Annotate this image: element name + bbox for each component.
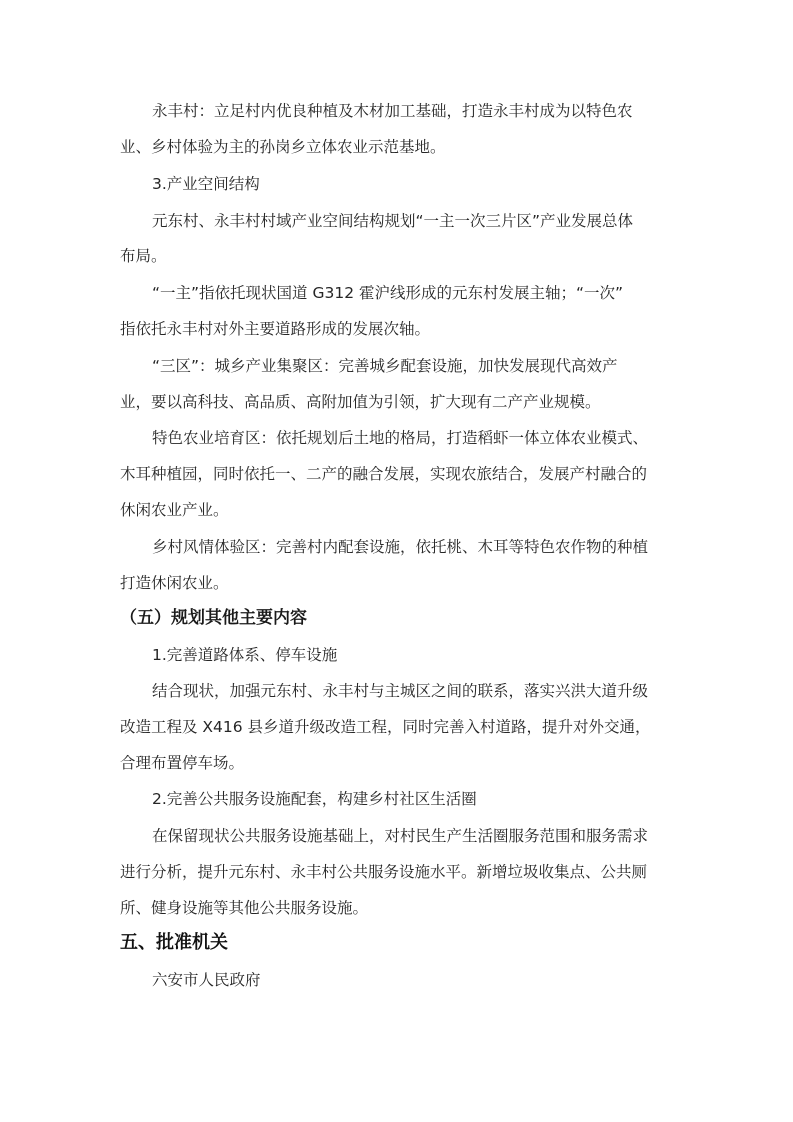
paragraph-line: 特色农业培育区：依托规划后土地的格局，打造稻虾一体立体农业模式、 [152, 429, 649, 447]
paragraph-line: 业，要以高科技、高品质、高附加值为引领，扩大现有二产产业规模。 [120, 393, 601, 411]
paragraph-line: 所、健身设施等其他公共服务设施。 [120, 899, 369, 917]
section-heading: （五）规划其他主要内容 [120, 608, 307, 628]
paragraph-line: 元东村、永丰村村域产业空间结构规划“一主一次三片区”产业发展总体 [152, 212, 634, 230]
paragraph-line: 结合现状，加强元东村、永丰村与主城区之间的联系，落实兴洪大道升级 [152, 682, 649, 700]
paragraph-line: 在保留现状公共服务设施基础上，对村民生产生活圈服务范围和服务需求 [152, 827, 649, 845]
paragraph-line: 休闲农业产业。 [120, 501, 229, 519]
paragraph-line: 布局。 [120, 247, 167, 265]
paragraph-line: 乡村风情体验区：完善村内配套设施，依托桃、木耳等特色农作物的种植 [152, 538, 649, 556]
paragraph-line: 木耳种植园，同时依托一、二产的融合发展，实现农旅结合，发展产村融合的 [120, 465, 648, 483]
subsection-title: 2.完善公共服务设施配套，构建乡村社区生活圈 [152, 790, 477, 808]
paragraph-line: 指依托永丰村对外主要道路形成的发展次轴。 [120, 320, 431, 338]
approving-authority: 六安市人民政府 [152, 971, 261, 989]
subsection-title: 1.完善道路体系、停车设施 [152, 646, 338, 664]
paragraph-line: 合理布置停车场。 [120, 754, 245, 772]
paragraph-line: “三区”：城乡产业集聚区：完善城乡配套设施，加快发展现代高效产 [152, 357, 618, 375]
subsection-title: 3.产业空间结构 [152, 175, 260, 193]
paragraph-line: 永丰村：立足村内优良种植及木材加工基础，打造永丰村成为以特色农 [152, 102, 633, 120]
paragraph-line: 进行分析，提升元东村、永丰村公共服务设施水平。新增垃圾收集点、公共厕 [120, 863, 648, 881]
paragraph-line: 打造休闲农业。 [120, 574, 229, 592]
chapter-heading: 五、批准机关 [120, 932, 228, 953]
paragraph-line: “一主”指依托现状国道 G312 霍沪线形成的元东村发展主轴；“一次” [152, 284, 624, 302]
paragraph-line: 改造工程及 X416 县乡道升级改造工程，同时完善入村道路，提升对外交通， [120, 718, 651, 736]
paragraph-line: 业、乡村体验为主的孙岗乡立体农业示范基地。 [120, 138, 446, 156]
